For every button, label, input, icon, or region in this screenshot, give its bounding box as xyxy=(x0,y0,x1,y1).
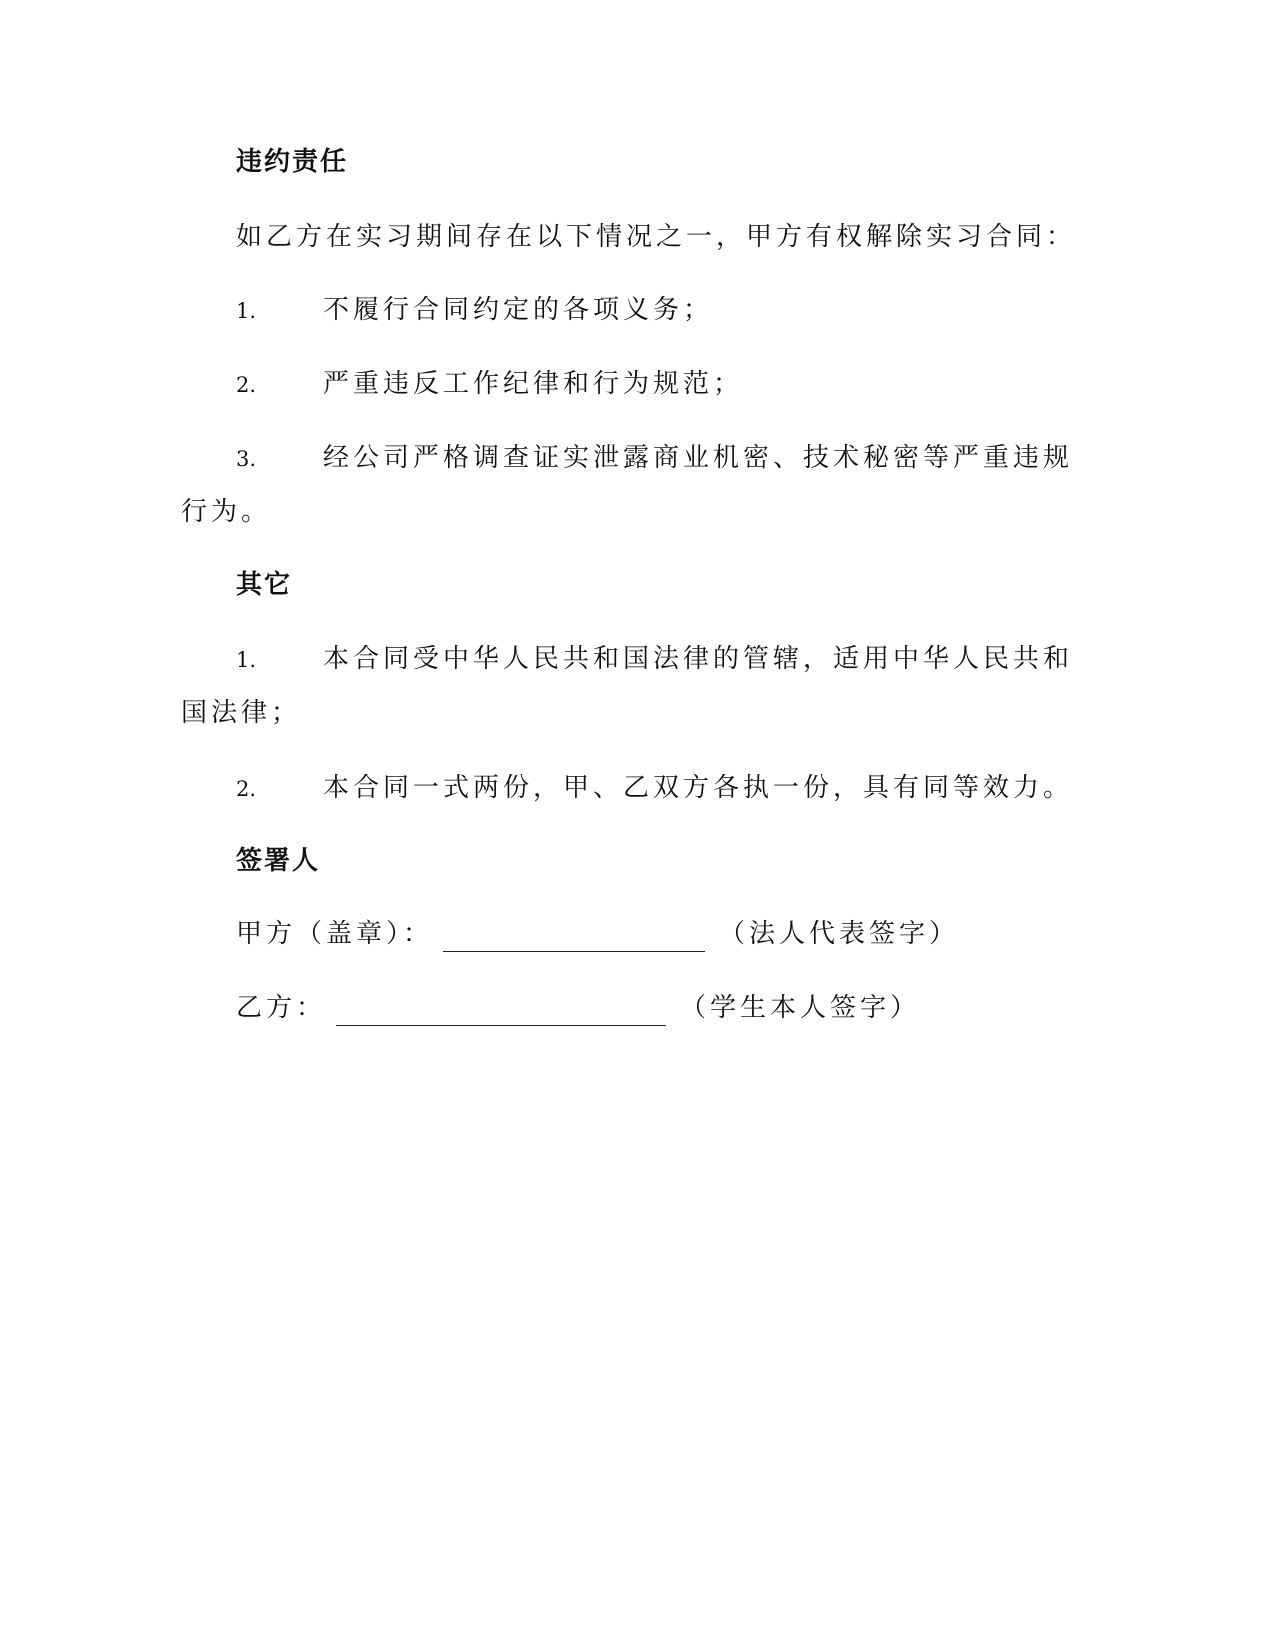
breach-item-3-text-continued: 行为。 xyxy=(181,497,272,527)
section-title-breach: 违约责任 xyxy=(236,147,349,177)
breach-item-3-number: 3. xyxy=(236,447,257,471)
party-a-note: （法人代表签字） xyxy=(719,919,960,949)
party-b-signature-row xyxy=(236,990,920,1026)
breach-intro: 如乙方在实习期间存在以下情况之一，甲方有权解除实习合同： xyxy=(236,222,1077,252)
breach-item-1-text: 不履行合同约定的各项义务； xyxy=(323,295,714,325)
section-title-other: 其它 xyxy=(236,570,293,600)
other-item-2-text: 本合同一式两份，甲、乙双方各执一份，具有同等效力。 xyxy=(323,773,1074,803)
breach-item-2-text: 严重违反工作纪律和行为规范； xyxy=(323,369,744,399)
party-b-label: 乙方： xyxy=(236,993,327,1023)
party-b-note: （学生本人签字） xyxy=(680,993,921,1023)
breach-item-2-number: 2. xyxy=(236,373,257,397)
other-item-1-text: 本合同受中华人民共和国法律的管辖，适用中华人民共和 xyxy=(323,644,1074,674)
section-title-signatories: 签署人 xyxy=(236,846,321,876)
other-item-1-number: 1. xyxy=(236,648,257,672)
party-a-signature-blank[interactable] xyxy=(443,923,705,952)
party-a-signature-row xyxy=(236,916,959,952)
breach-item-1-number: 1. xyxy=(236,299,257,323)
party-a-label: 甲方（盖章）： xyxy=(236,919,434,949)
other-item-2-number: 2. xyxy=(236,777,257,801)
party-b-signature-blank[interactable] xyxy=(336,997,666,1026)
other-item-1-text-continued: 国法律； xyxy=(181,698,302,728)
breach-item-3-text: 经公司严格调查证实泄露商业机密、技术秘密等严重违规 xyxy=(323,443,1074,473)
